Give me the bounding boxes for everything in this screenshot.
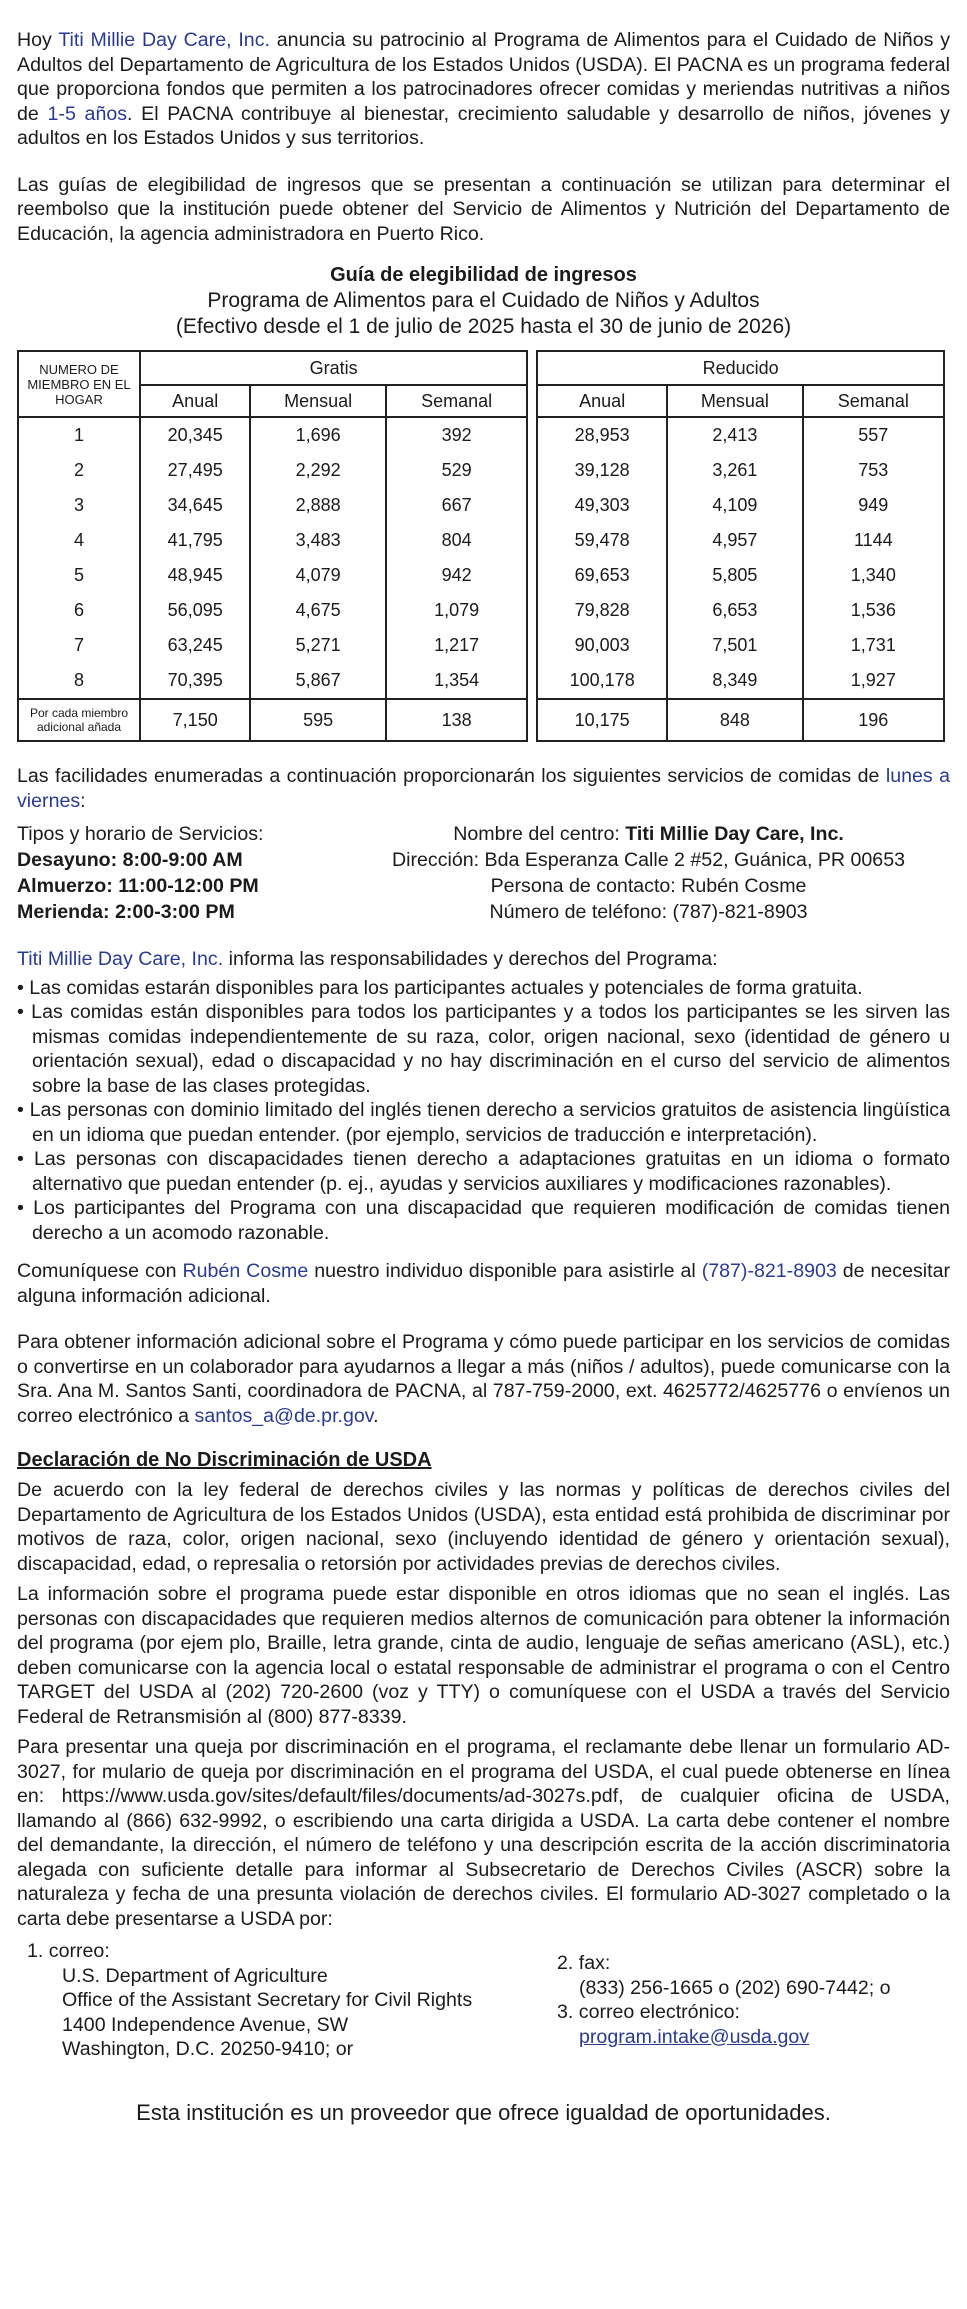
income-cell: 529 [386, 453, 527, 488]
income-cell: 56,095 [140, 593, 250, 628]
income-cell: 59,478 [537, 523, 667, 558]
income-cell: 5,867 [250, 663, 386, 699]
income-cell: 48,945 [140, 558, 250, 593]
rights-intro: Titi Millie Day Care, Inc. informa las responsabilidades y derechos del Programa: [17, 948, 718, 970]
table-row [18, 663, 944, 699]
table-row [18, 593, 944, 628]
income-cell: 79,828 [537, 593, 667, 628]
snack-hours: Merienda: 2:00-3:00 PM [17, 901, 235, 923]
lunch-hours: Almuerzo: 11:00-12:00 PM [17, 875, 259, 897]
intro-paragraph: Hoy Titi Millie Day Care, Inc. anuncia su patrocinio al Programa de Alimentos para el Cuidado de Niños y Adultos del Departamento de Agricultura de los Estados Unidos (USDA). El PACNA es un programa federal que proporciona fondos que permiten a los patrocinadores ofrecer comidas y meriendas nutritivas a niños de 1-5 años. El PACNA contribuye al bienestar, crecimiento saludable y desarrollo de niños, jóvenes y adultos en los Estados Unidos y sus territorios. [17, 29, 951, 149]
income-cell: 3,261 [667, 453, 803, 488]
nondiscrimination-heading: Declaración de No Discriminación de USDA [17, 1449, 432, 1471]
mail-line: 1400 Independence Avenue, SW [62, 2013, 349, 2036]
income-cell: 7,150 [140, 699, 250, 741]
income-cell: 90,003 [537, 628, 667, 663]
contact-phone: Número de teléfono: (787)-821-8903 [489, 901, 808, 923]
center-name-line: Nombre del centro: Titi Millie Day Care, Inc. [453, 823, 844, 845]
income-cell: 69,653 [537, 558, 667, 593]
footer-statement: Esta institución es un proveedor que ofrece igualdad de oportunidades. [136, 2099, 831, 2125]
list-item: • Las comidas están disponibles para todos los participantes y a todos los participantes se les sirven las mismas comidas independientemente de su raza, color, origen nacional, sexo (identidad de género u orientación sexual), edad o discapacidad y no hay discriminación en el curso del servicio de alimentos sobre la base de las clases protegidas. [17, 1001, 950, 1097]
income-cell: 49,303 [537, 488, 667, 523]
income-cell: 1144 [803, 523, 944, 558]
free-header: Gratis [140, 351, 527, 385]
mail-line: U.S. Department of Agriculture [62, 1964, 328, 1987]
household-size-header: NUMERO DE MIEMBRO EN EL HOGAR [18, 351, 140, 417]
service-types-label: Tipos y horario de Servicios: [17, 823, 264, 845]
guide-subtitle: Programa de Alimentos para el Cuidado de Niños y Adultos [207, 289, 760, 312]
income-cell: 1,536 [803, 593, 944, 628]
income-cell: 949 [803, 488, 944, 523]
income-cell: 4,109 [667, 488, 803, 523]
income-cell: 138 [386, 699, 527, 741]
nondiscrimination-p1: De acuerdo con la ley federal de derechos civiles y las normas y políticas de derechos civiles del Departamento de Agricultura de los Estados Unidos (USDA), esta entidad está prohibida de discriminar por motivos de raza, color, origen nacional, sexo (incluyendo identidad de género y orientación sexual), discapacidad, edad, o represalia o retorsión por actividades previas de derechos civiles. [17, 1479, 950, 1575]
income-cell: 1,927 [803, 663, 944, 699]
income-cell: 6,653 [667, 593, 803, 628]
guide-title: Guía de elegibilidad de ingresos [330, 264, 637, 286]
table-row [18, 488, 944, 523]
income-cell: 3,483 [250, 523, 386, 558]
income-cell: 1,696 [250, 417, 386, 453]
household-size-cell: 7 [18, 628, 140, 663]
income-cell: 1,354 [386, 663, 527, 699]
center-name: Titi Millie Day Care, Inc. [58, 29, 270, 51]
mail-line: Washington, D.C. 20250-9410; or [62, 2038, 354, 2060]
income-cell: 2,292 [250, 453, 386, 488]
facilities-paragraph: Las facilidades enumeradas a continuación proporcionarán los siguientes servicios de comidas de lunes a viernes: [17, 765, 950, 812]
fax-value: (833) 256-1665 o (202) 690-7442; o [579, 1976, 891, 1999]
column-header: Anual [537, 385, 667, 417]
household-size-cell: 1 [18, 417, 140, 453]
mail-line: Office of the Assistant Secretary for Civil Rights [62, 1989, 473, 2011]
center-address: Dirección: Bda Esperanza Calle 2 #52, Guánica, PR 00653 [391, 849, 905, 871]
income-cell: 196 [803, 699, 944, 741]
household-size-cell: 6 [18, 593, 140, 628]
email-label: 3. correo electrónico: [557, 2001, 740, 2023]
income-cell: 41,795 [140, 523, 250, 558]
table-row [18, 628, 944, 663]
income-cell: 4,675 [250, 593, 386, 628]
column-header: Mensual [250, 385, 386, 417]
table-row [18, 699, 944, 741]
guide-effective-dates: (Efectivo desde el 1 de julio de 2025 hasta el 30 de junio de 2026) [175, 315, 792, 338]
income-cell: 557 [803, 417, 944, 453]
income-cell: 28,953 [537, 417, 667, 453]
income-cell: 39,128 [537, 453, 667, 488]
income-cell: 7,501 [667, 628, 803, 663]
nondiscrimination-p3: Para presentar una queja por discriminación en el programa, el reclamante debe llenar un formulario AD-3027, for mulario de queja por discriminación en el programa del USDA, el cual puede obtenerse en línea en: https://www.usda.gov/sites/default/files/documents/ad-3027s.pdf, de cualquier oficina de USDA, llamando al (866) 632-9992, o escribiendo una carta dirigida a USDA. La carta debe contener el nombre del demandante, la dirección, el número de teléfono y una descripción escrita de la acción discriminatoria alegada con suficiente detalle para informar al Subsecretario de Derechos Civiles (ASCR) sobre la naturaleza y fecha de una presunta violación de derechos civiles. El formulario AD-3027 completado o la carta debe presentarse a USDA por: [17, 1736, 950, 1930]
income-cell: 1,217 [386, 628, 527, 663]
income-cell: 4,079 [250, 558, 386, 593]
income-cell: 20,345 [140, 417, 250, 453]
column-header: Semanal [386, 385, 527, 417]
income-cell: 804 [386, 523, 527, 558]
income-cell: 70,395 [140, 663, 250, 699]
mail-label: 1. correo: [27, 1940, 110, 1962]
eligibility-paragraph: Las guías de elegibilidad de ingresos que se presentan a continuación se utilizan para determinar el reembolso que la institución puede obtener del Servicio de Alimentos y Nutrición del Departamento de Educación, la agencia administradora en Puerto Rico. [17, 173, 950, 245]
income-cell: 1,340 [803, 558, 944, 593]
income-cell: 8,349 [667, 663, 803, 699]
table-row [18, 453, 944, 488]
income-cell: 2,413 [667, 417, 803, 453]
additional-info-paragraph: Para obtener información adicional sobre el Programa y cómo puede participar en los servicios de comidas o convertirse en un colaborador para ayudarnos a llegar a más (niños / adultos), puede comunicarse con la Sra. Ana M. Santos Santi, coordinadora de PACNA, al 787-759-2000, ext. 4625772/4625776 o envíenos un correo electrónico a santos_a@de.pr.gov. [17, 1331, 950, 1427]
income-cell: 1,079 [386, 593, 527, 628]
ages-range: 1-5 años [47, 102, 128, 125]
list-item: • Las personas con discapacidades tienen derecho a adaptaciones gratuitas en un idioma o formato alternativo que puedan entender (p. ej., ayudas y servicios auxiliares y modificaciones razonables). [17, 1148, 950, 1195]
service-days: lunes a viernes [17, 765, 950, 812]
household-size-cell: 8 [18, 663, 140, 699]
column-header: Semanal [803, 385, 944, 417]
contact-name: Rubén Cosme [182, 1260, 309, 1282]
income-cell: 595 [250, 699, 386, 741]
income-cell: 753 [803, 453, 944, 488]
column-header: Mensual [667, 385, 803, 417]
complaint-methods [17, 1939, 950, 2062]
income-cell: 2,888 [250, 488, 386, 523]
income-cell: 1,731 [803, 628, 944, 663]
household-size-cell: 2 [18, 453, 140, 488]
income-cell: 392 [386, 417, 527, 453]
list-item: • Las personas con dominio limitado del inglés tienen derecho a servicios gratuitos de asistencia lingüística en un idioma que puedan entender. (por ejemplo, servicios de traducción e interpretación). [17, 1099, 950, 1146]
income-cell: 27,495 [140, 453, 250, 488]
rights-list [17, 976, 950, 1246]
income-cell: 63,245 [140, 628, 250, 663]
nondiscrimination-p2: La información sobre el programa puede estar disponible en otros idiomas que no sean el inglés. Las personas con discapacidades que requieren medios alternos de comunicación para obtener la información del programa (por ejem plo, Braille, letra grande, cinta de audio, lenguaje de señas americano (ASL), etc.) deben comunicarse con la agencia local o estatal responsable de administrar el programa o con el Centro TARGET del USDA al (202) 720-2600 (voz y TTY) o comuníquese con el USDA a través del Servicio Federal de Retransmisión al (800) 877-8339. [17, 1583, 950, 1728]
income-cell: 4,957 [667, 523, 803, 558]
household-size-cell: 3 [18, 488, 140, 523]
income-cell: 5,271 [250, 628, 386, 663]
list-item: • Los participantes del Programa con una discapacidad que requieren modificación de comidas tienen derecho a un acomodo razonable. [17, 1197, 950, 1244]
contact-paragraph: Comuníquese con Rubén Cosme nuestro individuo disponible para asistirle al (787)-821-8903 de necesitar alguna información adicional. [17, 1260, 950, 1307]
contact-person: Persona de contacto: Rubén Cosme [490, 875, 807, 897]
column-header: Anual [140, 385, 250, 417]
services-block [17, 821, 950, 925]
income-cell: 942 [386, 558, 527, 593]
income-cell: 5,805 [667, 558, 803, 593]
fax-label: 2. fax: [557, 1952, 611, 1974]
usda-email-link[interactable]: program.intake@usda.gov [579, 2025, 810, 2048]
household-size-cell: Por cada miembro adicional añada [18, 699, 140, 741]
list-item: • Las comidas estarán disponibles para los participantes actuales y potenciales de forma gratuita. [17, 976, 863, 999]
table-row [18, 417, 944, 453]
household-size-cell: 5 [18, 558, 140, 593]
table-row [18, 558, 944, 593]
table-row [18, 523, 944, 558]
income-cell: 667 [386, 488, 527, 523]
household-size-cell: 4 [18, 523, 140, 558]
income-cell: 848 [667, 699, 803, 741]
contact-phone-link: (787)-821-8903 [701, 1260, 837, 1282]
breakfast-hours: Desayuno: 8:00-9:00 AM [17, 849, 243, 871]
income-cell: 10,175 [537, 699, 667, 741]
income-cell: 100,178 [537, 663, 667, 699]
coordinator-email[interactable]: santos_a@de.pr.gov [194, 1404, 374, 1427]
income-eligibility-table [17, 350, 945, 742]
reduced-header: Reducido [537, 351, 944, 385]
income-cell: 34,645 [140, 488, 250, 523]
